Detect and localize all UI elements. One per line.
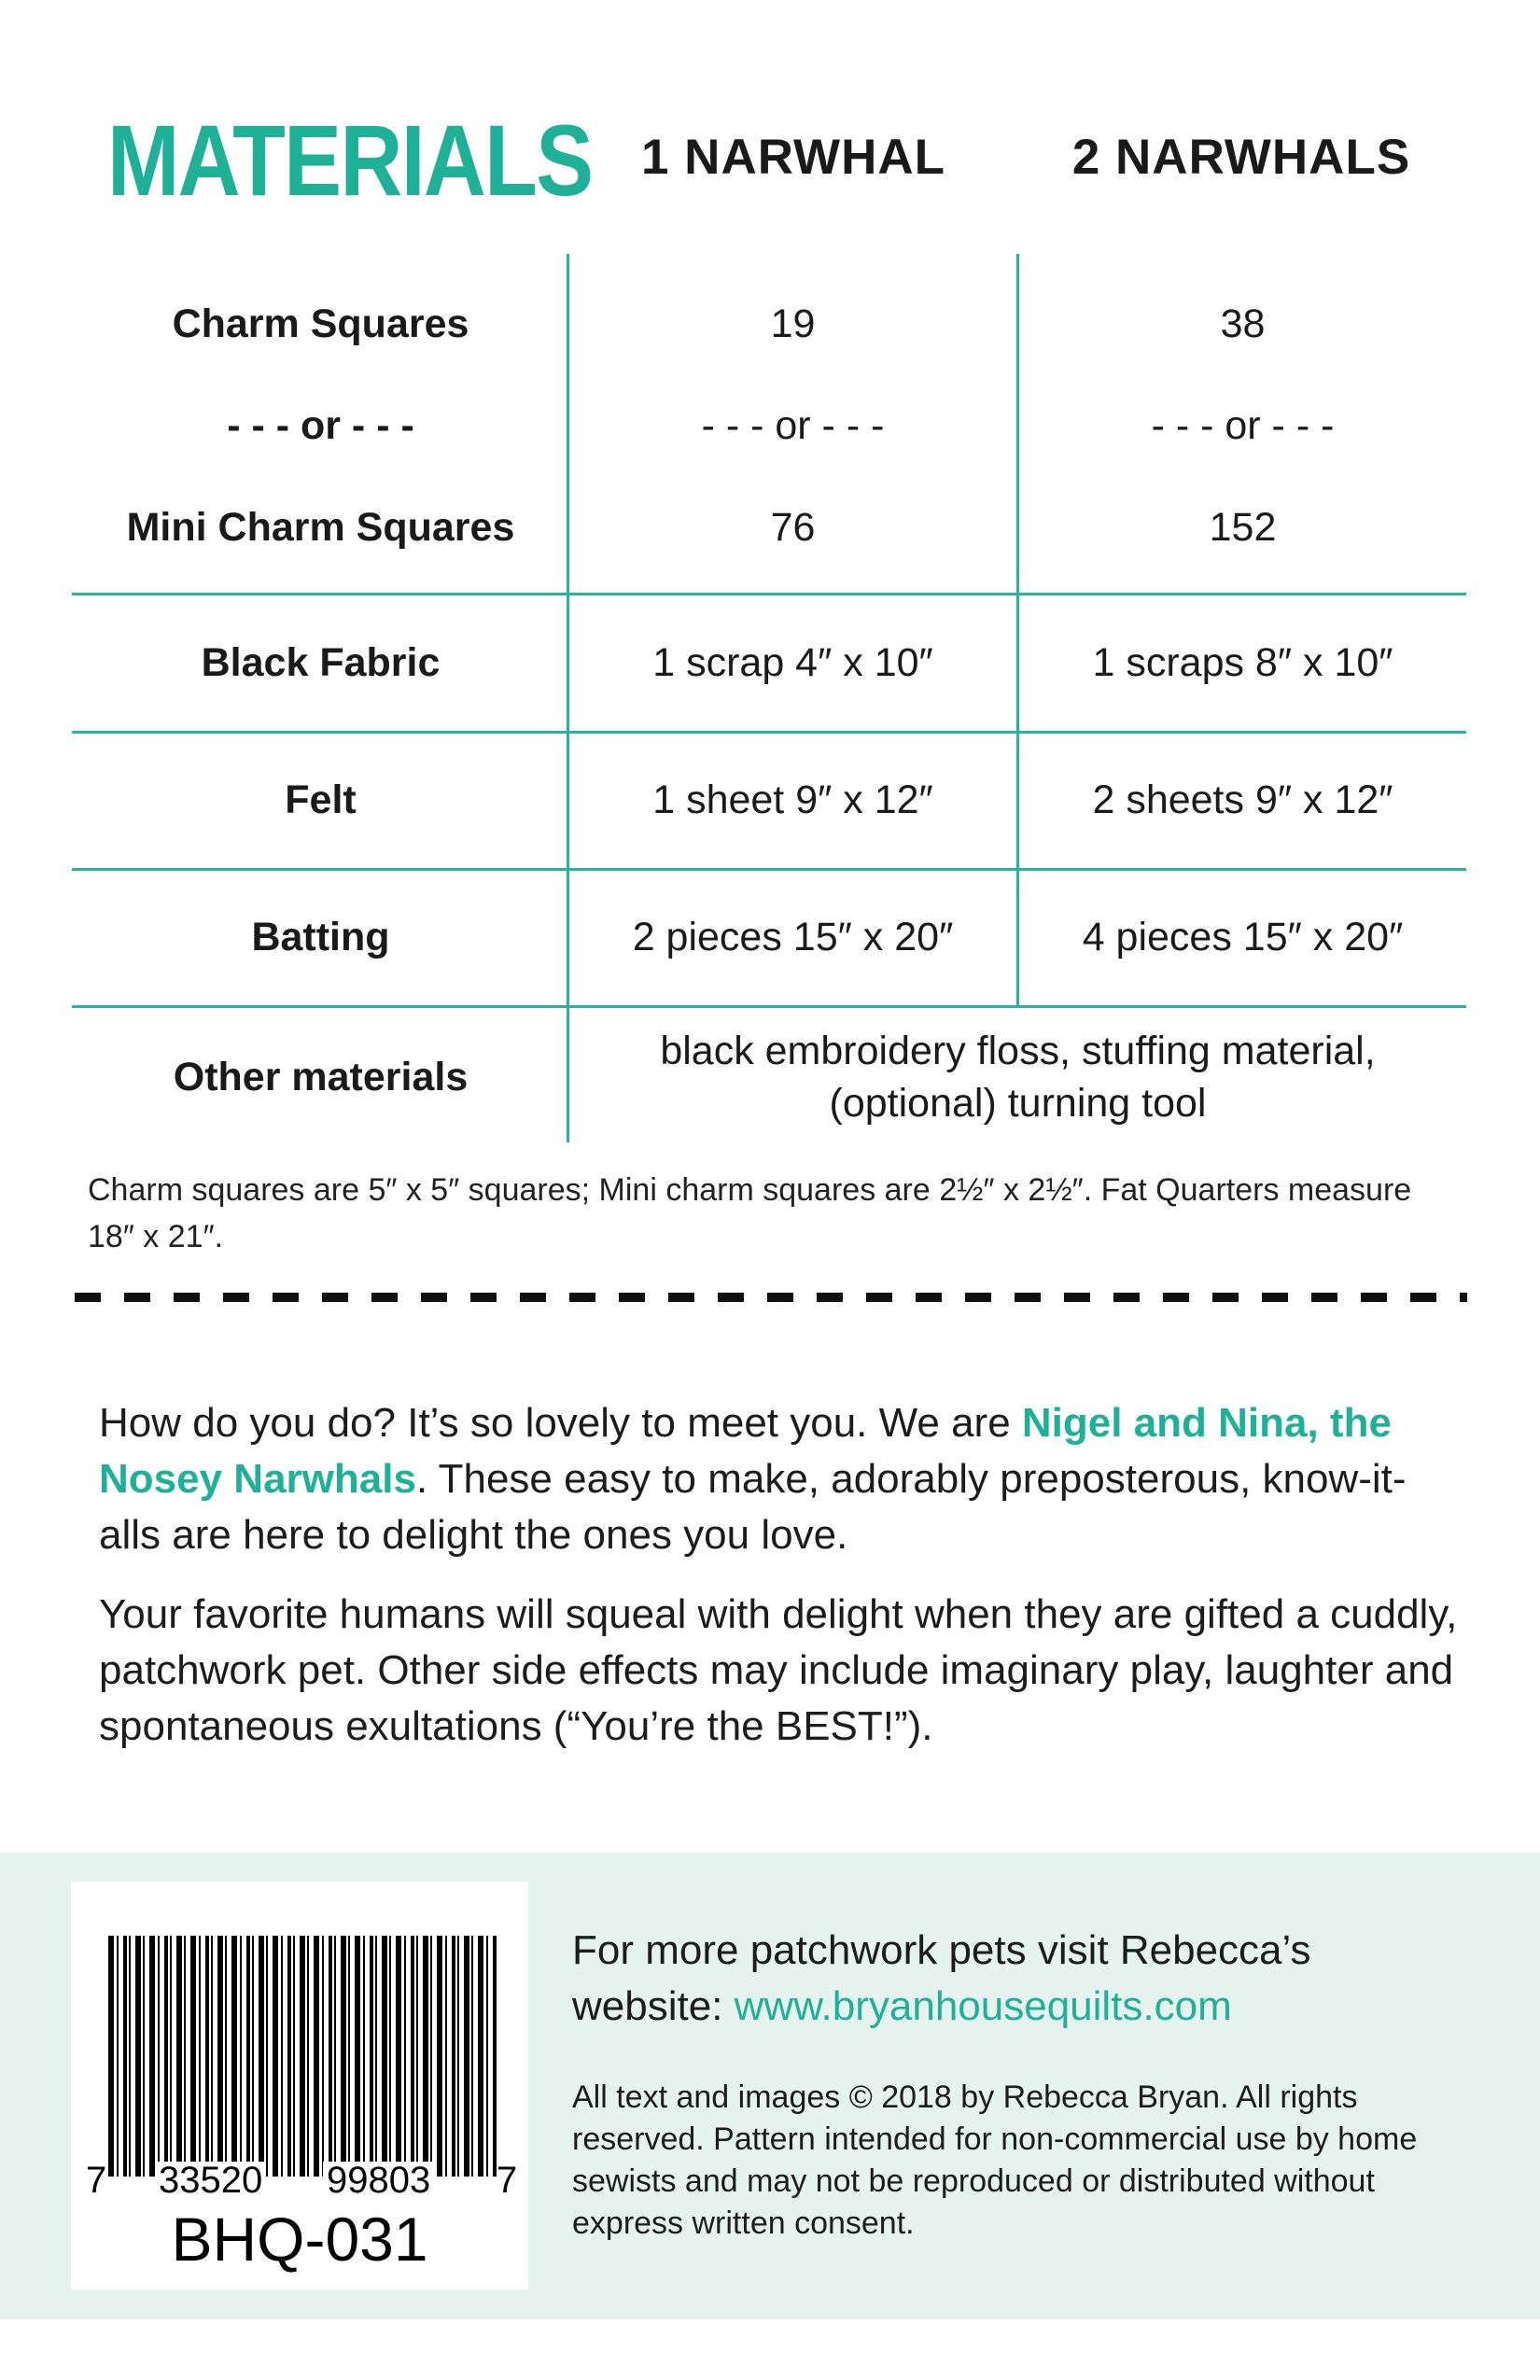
other-materials-value <box>569 1008 1466 1148</box>
black-fabric-2-narwhals: 1 scraps 8″ x 10″ <box>1092 639 1393 685</box>
column-header-2-narwhals: 2 NARWHALS <box>1071 130 1411 185</box>
row-label-felt: Felt <box>285 777 357 823</box>
mini-charm-squares-1-narwhal: 76 <box>770 505 816 551</box>
intro-paragraph-2: Your favorite humans will squeal with delight when they are gifted a cuddly, patchwork pet. Other side effects may include imaginary play, laughter and spontaneous exultations (“You’re the BEST!”). <box>99 1591 1458 1749</box>
website-link[interactable]: www.bryanhousequilts.com <box>734 1983 1232 2029</box>
row-label-charm-squares: Charm Squares <box>172 301 469 347</box>
copyright-notice: All text and images © 2018 by Rebecca Bryan. All rights reserved. Pattern intended for non-commercial use by home sewists and may not be reproduced or distributed without express written consent. <box>572 2079 1418 2241</box>
visit-text: For more patchwork pets visit Rebecca’s website: <box>572 1927 1311 2029</box>
narwhal-names-highlight: Nigel and Nina, the Nosey Narwhals <box>99 1400 1392 1502</box>
or-2-narwhals: - - - or - - - <box>1151 403 1335 449</box>
materials-title: MATERIALS <box>107 104 593 217</box>
barcode <box>71 1882 528 2289</box>
visit-website-text <box>572 1923 1459 2035</box>
barcode-digit-prefix: 7 <box>86 2160 107 2201</box>
felt-1-narwhal: 1 sheet 9″ x 12″ <box>652 777 933 823</box>
row-label-mini-charm-squares: Mini Charm Squares <box>126 505 515 551</box>
intro-text-after: . These easy to make, adorably preposterous, know-it-alls are here to delight the ones you love. <box>99 1456 1407 1558</box>
column-header-1-narwhal: 1 NARWHAL <box>640 130 946 185</box>
or-1-narwhal: - - - or - - - <box>701 403 885 449</box>
barcode-digits-right: 99803 <box>323 2162 434 2199</box>
product-sku: BHQ-031 <box>171 2205 428 2274</box>
other-materials-line-2: (optional) turning tool <box>829 1081 1207 1126</box>
mini-charm-squares-2-narwhals: 152 <box>1209 505 1277 551</box>
intro-paragraph-1 <box>99 1395 1462 1563</box>
barcode-bars <box>108 1936 497 2177</box>
intro-text-before: How do you do? It’s so lovely to meet you. We are <box>99 1400 1022 1446</box>
measurement-note: Charm squares are 5″ x 5″ squares; Mini charm squares are 2½″ x 2½″. Fat Quarters measure 18″ x 21″. <box>88 1172 1412 1254</box>
row-label-or: - - - or - - - <box>227 403 414 449</box>
charm-squares-2-narwhals: 38 <box>1220 301 1266 347</box>
row-label-batting: Batting <box>251 915 390 960</box>
other-materials-line-1: black embroidery floss, stuffing material, <box>660 1029 1376 1074</box>
batting-1-narwhal: 2 pieces 15″ x 20″ <box>632 915 954 960</box>
barcode-digit-suffix: 7 <box>497 2160 518 2201</box>
black-fabric-1-narwhal: 1 scrap 4″ x 10″ <box>652 639 933 685</box>
row-label-black-fabric: Black Fabric <box>201 639 441 685</box>
batting-2-narwhals: 4 pieces 15″ x 20″ <box>1082 915 1404 960</box>
felt-2-narwhals: 2 sheets 9″ x 12″ <box>1092 777 1393 823</box>
dashed-divider <box>75 1293 1467 1302</box>
barcode-digits-left: 33520 <box>155 2162 266 2199</box>
charm-squares-1-narwhal: 19 <box>770 301 816 347</box>
row-label-other-materials: Other materials <box>173 1055 469 1100</box>
